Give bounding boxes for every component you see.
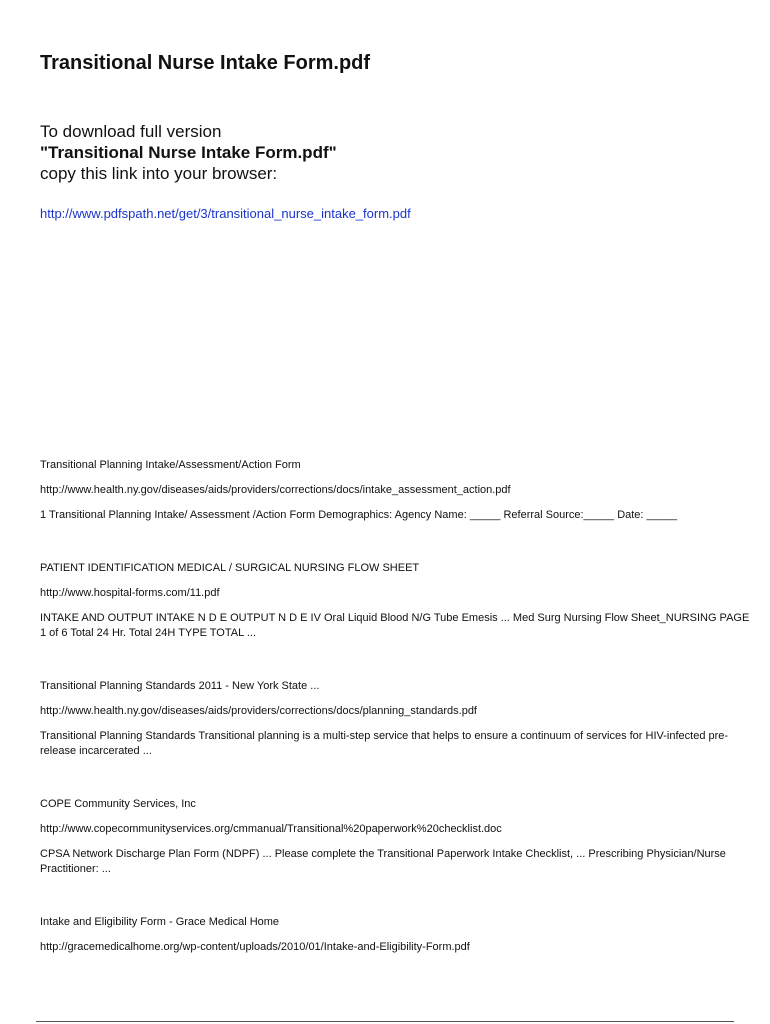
- download-instructions: [40, 121, 337, 184]
- result-spacer: [40, 641, 752, 679]
- result-snippet: Transitional Planning Standards Transitional planning is a multi-step service that helps to ensure a continuum of services for HIV-infected pre-release incarcerated ...: [40, 730, 729, 757]
- result-url[interactable]: http://www.health.ny.gov/diseases/aids/providers/corrections/docs/intake_assessment_action.pdf: [40, 484, 511, 496]
- result-item-2: [40, 561, 752, 641]
- result-snippet: INTAKE AND OUTPUT INTAKE N D E OUTPUT N D E IV Oral Liquid Blood N/G Tube Emesis ... Med Surg Nursing Flow Sheet_NURSING PAGE 1 of 6 Total 24 Hr. Total 24H TYPE TOTAL ...: [40, 612, 750, 639]
- download-filename: "Transitional Nurse Intake Form.pdf": [40, 143, 337, 162]
- result-title: Transitional Planning Intake/Assessment/Action Form: [40, 459, 301, 471]
- result-spacer: [40, 759, 752, 797]
- result-title: Transitional Planning Standards 2011 - New York State ...: [40, 680, 320, 692]
- results-list: [40, 458, 752, 955]
- result-url[interactable]: http://www.copecommunityservices.org/cmmanual/Transitional%20paperwork%20checklist.doc: [40, 823, 502, 835]
- result-spacer: [40, 877, 752, 915]
- result-snippet: CPSA Network Discharge Plan Form (NDPF) ... Please complete the Transitional Paperwork Intake Checklist, ... Prescribing Physician/Nurse Practitioner: ...: [40, 848, 726, 875]
- result-title: Intake and Eligibility Form - Grace Medical Home: [40, 916, 280, 928]
- result-snippet: 1 Transitional Planning Intake/ Assessment /Action Form Demographics: Agency Name: _____ Referral Source:_____ Date: _____: [40, 509, 678, 521]
- download-line-1: To download full version: [40, 122, 222, 141]
- page-title: Transitional Nurse Intake Form.pdf: [40, 52, 371, 74]
- result-url[interactable]: http://www.hospital-forms.com/11.pdf: [40, 587, 220, 599]
- result-title: COPE Community Services, Inc: [40, 798, 196, 810]
- result-item-3: [40, 679, 752, 759]
- download-line-3: copy this link into your browser:: [40, 164, 278, 183]
- bottom-divider: [36, 1021, 734, 1022]
- result-item-1: [40, 458, 752, 523]
- result-spacer: [40, 523, 752, 561]
- download-link[interactable]: http://www.pdfspath.net/get/3/transitional_nurse_intake_form.pdf: [40, 206, 411, 221]
- result-item-4: [40, 797, 752, 877]
- result-title: PATIENT IDENTIFICATION MEDICAL / SURGICAL NURSING FLOW SHEET: [40, 562, 420, 574]
- result-item-5: [40, 915, 752, 955]
- result-url[interactable]: http://gracemedicalhome.org/wp-content/uploads/2010/01/Intake-and-Eligibility-Form.pdf: [40, 941, 470, 953]
- result-url[interactable]: http://www.health.ny.gov/diseases/aids/providers/corrections/docs/planning_standards.pdf: [40, 705, 477, 717]
